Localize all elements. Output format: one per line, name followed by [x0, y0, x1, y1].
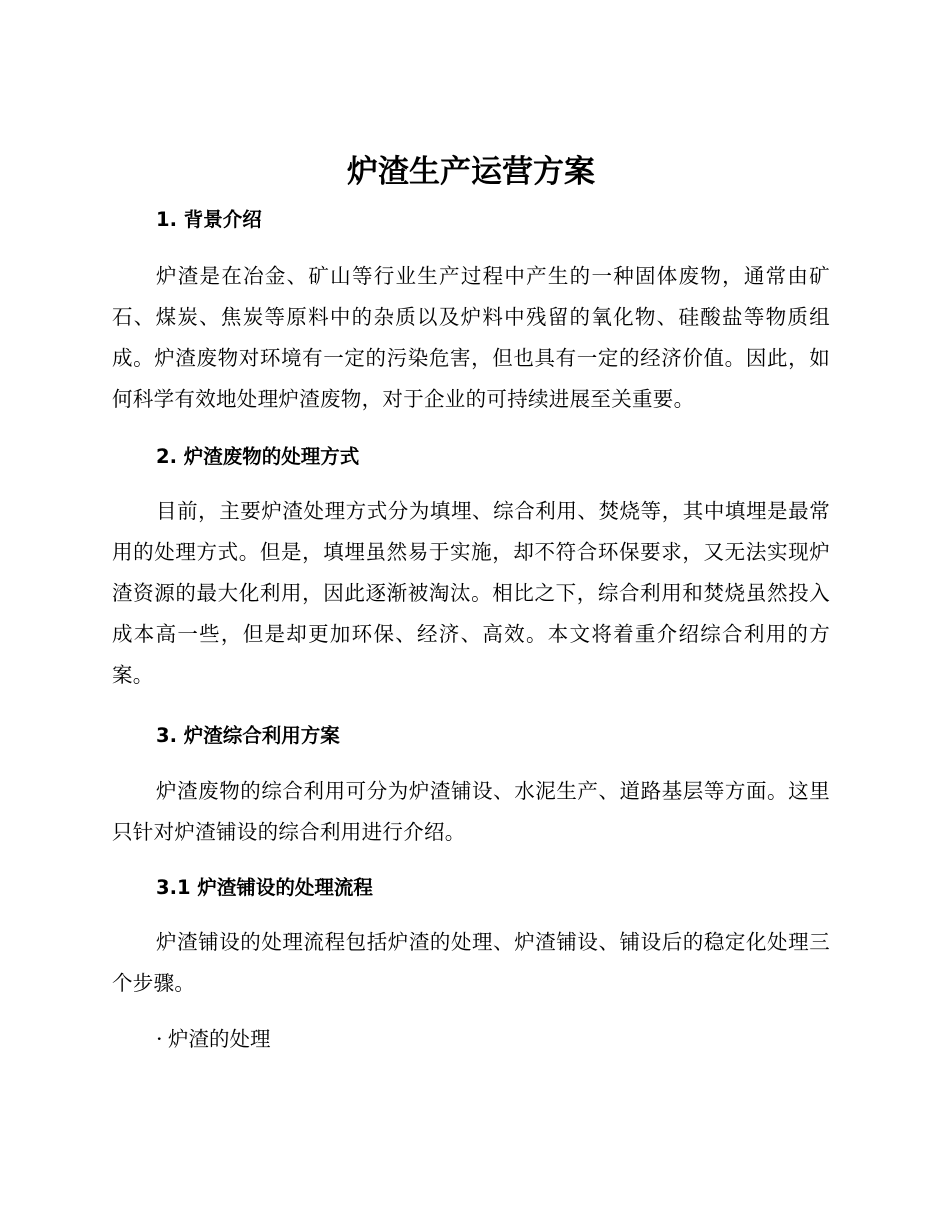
section-paragraph-utilization-plan: 炉渣废物的综合利用可分为炉渣铺设、水泥生产、道路基层等方面。这里只针对炉渣铺设的综合利用进行介绍。: [112, 779, 830, 844]
section-heading-utilization-plan: 3. 炉渣综合利用方案: [156, 724, 340, 747]
bullet-marker: ·: [156, 1027, 163, 1051]
section-paragraph-disposal-methods: 目前，主要炉渣处理方式分为填埋、综合利用、焚烧等，其中填埋是最常用的处理方式。但是，填埋虽然易于实施，却不符合环保要求，又无法实现炉渣资源的最大化利用，因此逐渐被淘汰。相比之下，综合利用和焚烧虽然投入成本高一些，但是却更加环保、经济、高效。本文将着重介绍综合利用的方案。: [112, 499, 830, 687]
section-heading-background: 1. 背景介绍: [156, 208, 262, 231]
bullet-text: 炉渣的处理: [168, 1027, 271, 1051]
document-title: 炉渣生产运营方案: [347, 154, 595, 190]
bullet-item: [156, 1024, 271, 1054]
section-paragraph-paving-process: 炉渣铺设的处理流程包括炉渣的处理、炉渣铺设、铺设后的稳定化处理三个步骤。: [112, 930, 830, 995]
section-heading-disposal-methods: 2. 炉渣废物的处理方式: [156, 445, 360, 468]
section-paragraph-background: 炉渣是在冶金、矿山等行业生产过程中产生的一种固体废物，通常由矿石、煤炭、焦炭等原料中的杂质以及炉料中残留的氧化物、硅酸盐等物质组成。炉渣废物对环境有一定的污染危害，但也具有一定的经济价值。因此，如何科学有效地处理炉渣废物，对于企业的可持续进展至关重要。: [112, 264, 830, 411]
section-heading-paving-process: 3.1 炉渣铺设的处理流程: [156, 876, 373, 899]
